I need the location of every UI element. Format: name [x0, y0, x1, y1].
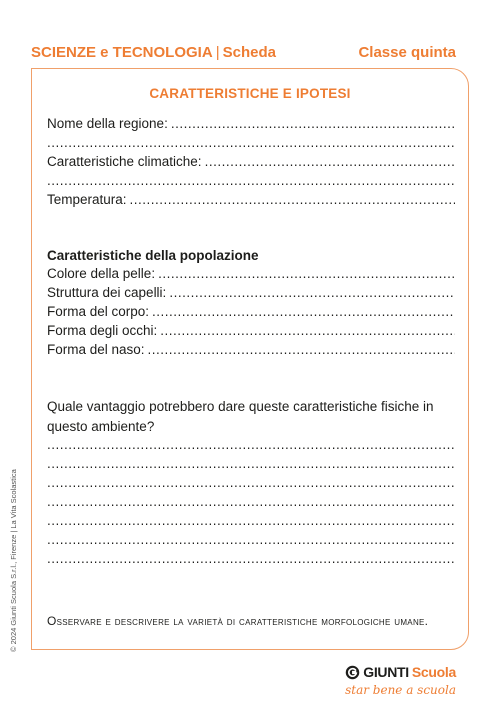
fill-line — [205, 154, 455, 170]
field-climate-continued[interactable] — [47, 173, 455, 189]
field-region-name-continued[interactable] — [47, 135, 455, 151]
logo-brand-accent: Scuola — [411, 664, 456, 680]
field-label: Forma del naso: — [47, 342, 145, 357]
fill-line — [47, 475, 455, 491]
answer-line[interactable] — [47, 456, 455, 472]
fill-line — [148, 342, 455, 358]
question-text: Quale vantaggio potrebbero dare queste caratteristiche fisiche in questo ambiente? — [47, 399, 434, 434]
field-body-shape[interactable] — [47, 304, 455, 320]
field-region-name[interactable] — [47, 116, 455, 132]
answer-line[interactable] — [47, 551, 455, 567]
fill-line — [47, 437, 455, 453]
fill-line — [169, 285, 455, 301]
field-nose-shape[interactable] — [47, 342, 455, 358]
sheet-type-label: Scheda — [222, 44, 276, 61]
field-hair-structure[interactable] — [47, 285, 455, 301]
fill-line — [47, 173, 455, 189]
fill-line — [160, 323, 455, 339]
field-label: Caratteristiche climatiche: — [47, 154, 202, 169]
answer-line[interactable] — [47, 475, 455, 491]
field-climate[interactable] — [47, 154, 455, 170]
field-temperature[interactable] — [47, 192, 455, 208]
field-label: Nome della regione: — [47, 116, 168, 131]
field-label: Temperatura: — [47, 192, 127, 207]
field-label: Forma del corpo: — [47, 304, 150, 319]
publisher-logo — [336, 664, 456, 704]
fill-line — [47, 456, 455, 472]
answer-line[interactable] — [47, 437, 455, 453]
objective-note: Osservare e descrivere la varietà di caratteristiche morfologiche umane. — [47, 614, 429, 628]
subject-label: SCIENZE e TECNOLOGIA — [31, 44, 213, 61]
field-label: Colore della pelle: — [47, 266, 156, 281]
fill-line — [158, 266, 455, 282]
subject-heading — [31, 44, 276, 61]
fill-line — [171, 116, 455, 132]
grade-label: Classe quinta — [358, 44, 456, 61]
worksheet-title: CARATTERISTICHE E IPOTESI — [149, 86, 351, 101]
logo-tagline: star bene a scuola — [345, 683, 456, 697]
answer-line[interactable] — [47, 494, 455, 510]
fill-line — [130, 192, 455, 208]
field-label: Struttura dei capelli: — [47, 285, 167, 300]
field-label: Forma degli occhi: — [47, 323, 158, 338]
field-skin-color[interactable] — [47, 266, 455, 282]
fill-line — [47, 494, 455, 510]
copyright-notice: © 2024 Giunti Scuola S.r.l., Firenze | La Vita Scolastica — [9, 469, 18, 652]
fill-line — [47, 532, 455, 548]
fill-line — [47, 135, 455, 151]
field-eye-shape[interactable] — [47, 323, 455, 339]
giunti-g-icon — [345, 665, 360, 680]
fill-line — [47, 513, 455, 529]
page-header — [31, 44, 456, 64]
fill-line — [47, 551, 455, 567]
logo-brand: GIUNTI — [363, 664, 409, 680]
population-heading: Caratteristiche della popolazione — [47, 248, 259, 263]
header-separator: | — [215, 44, 220, 61]
fill-line — [152, 304, 455, 320]
answer-line[interactable] — [47, 532, 455, 548]
logo-wordmark — [345, 664, 456, 680]
answer-line[interactable] — [47, 513, 455, 529]
